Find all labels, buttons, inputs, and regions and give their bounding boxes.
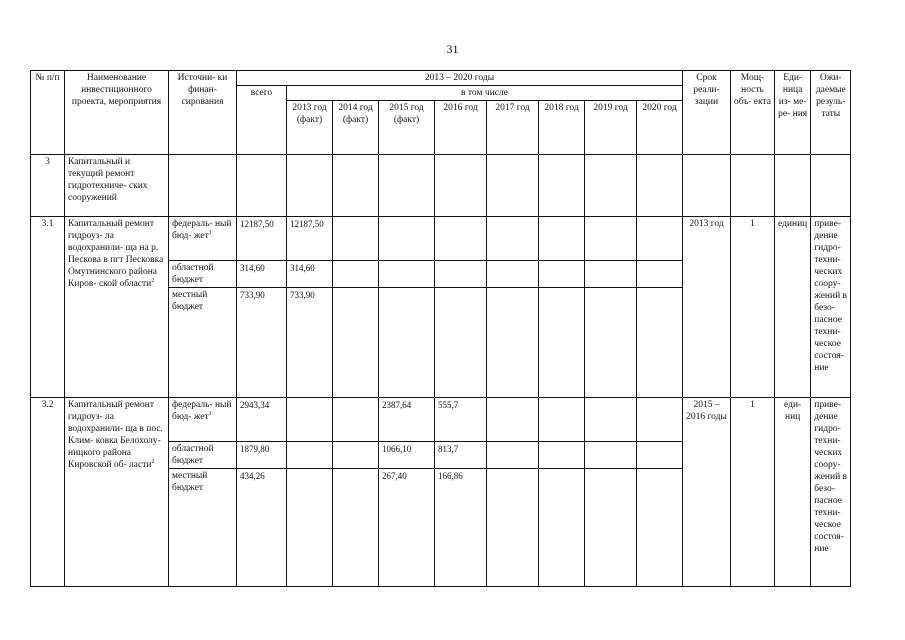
total-cell: 733,90 [237,288,287,398]
investment-table [30,70,851,587]
year-cell: 555,7 [435,398,487,442]
year-cell [287,442,333,469]
header-year: 2020 год [637,101,683,155]
header-year: 2015 год (факт) [379,101,435,155]
year-cell: 813,7 [435,442,487,469]
year-cell [435,261,487,288]
year-cell [435,288,487,398]
row-num: 3.2 [31,398,65,587]
header-num: № п/п [31,71,65,155]
header-year: 2014 год (факт) [333,101,379,155]
result-cell: приве- дение гидро- техни- ческих соору- жений в безо- пасное техни- ческое состоя- ние [811,398,851,587]
year-cell [435,217,487,261]
year-cell [379,261,435,288]
year-cell: 12187,50 [287,217,333,261]
year-cell [379,288,435,398]
year-cell: 314,60 [287,261,333,288]
source-cell: областной бюджет [169,261,237,288]
header-result: Ожи- даемые резуль- таты [811,71,851,155]
row-name: Капитальный и текущий ремонт гидротехниче- ских сооружений [65,155,169,217]
row-num: 3 [31,155,65,217]
header-year: 2019 год [585,101,637,155]
header-capacity: Мощ- ность объ- екта [731,71,775,155]
header-source: Источни- ки финан- сирования [169,71,237,155]
year-cell [287,469,333,587]
header-period: 2013 – 2020 годы [237,71,683,86]
header-name: Наименование инвестиционного проекта, мероприятия [65,71,169,155]
capacity-cell: 1 [731,398,775,587]
year-cell: 166,86 [435,469,487,587]
total-cell: 2943,34 [237,398,287,442]
page-number: 31 [446,42,459,56]
year-cell [379,217,435,261]
header-year: 2018 год [539,101,585,155]
table-header-row [31,71,851,86]
table-row [31,217,851,261]
year-cell: 267,40 [379,469,435,587]
source-cell: областной бюджет [169,442,237,469]
header-term: Срок реали- зации [683,71,731,155]
header-total: всего [237,86,287,155]
unit-cell: еди- ниц [775,398,811,587]
total-cell: 314,60 [237,261,287,288]
row-name: Капитальный ремонт гидроуз- ла водохранили- ща в пос. Клим- ковка Белохолу- ницкого района Кировской об- ласти$^2$ [65,398,169,587]
header-year: 2017 год [487,101,539,155]
source-cell: федераль- ный бюд- жет$^1$ [169,398,237,442]
year-cell: 2387,64 [379,398,435,442]
header-including: в том числе [287,86,683,101]
term-cell: 2013 год [683,217,731,398]
year-cell [287,398,333,442]
table-row [31,155,851,217]
source-cell: местный бюджет [169,469,237,587]
row-num: 3.1 [31,217,65,398]
table-row [31,398,851,442]
header-year: 2016 год [435,101,487,155]
header-year: 2013 год (факт) [287,101,333,155]
capacity-cell: 1 [731,217,775,398]
unit-cell: единиц [775,217,811,398]
total-cell: 434,26 [237,469,287,587]
result-cell: приве- дение гидро- техни- ческих соору- жений в безо- пасное техни- ческое состоя- ние [811,217,851,398]
total-cell: 12187,50 [237,217,287,261]
year-cell: 733,90 [287,288,333,398]
source-cell: местный бюджет [169,288,237,398]
year-cell: 1066,10 [379,442,435,469]
total-cell: 1879,80 [237,442,287,469]
source-cell: федераль- ный бюд- жет$^1$ [169,217,237,261]
header-unit: Еди- ница из- ме- ре- ния [775,71,811,155]
row-name: Капитальный ремонт гидроуз- ла водохранили- ща на р. Пескова в пгт Песковка Омутнинского района Киров- ской области$^2$ [65,217,169,398]
term-cell: 2015 – 2016 годы [683,398,731,587]
